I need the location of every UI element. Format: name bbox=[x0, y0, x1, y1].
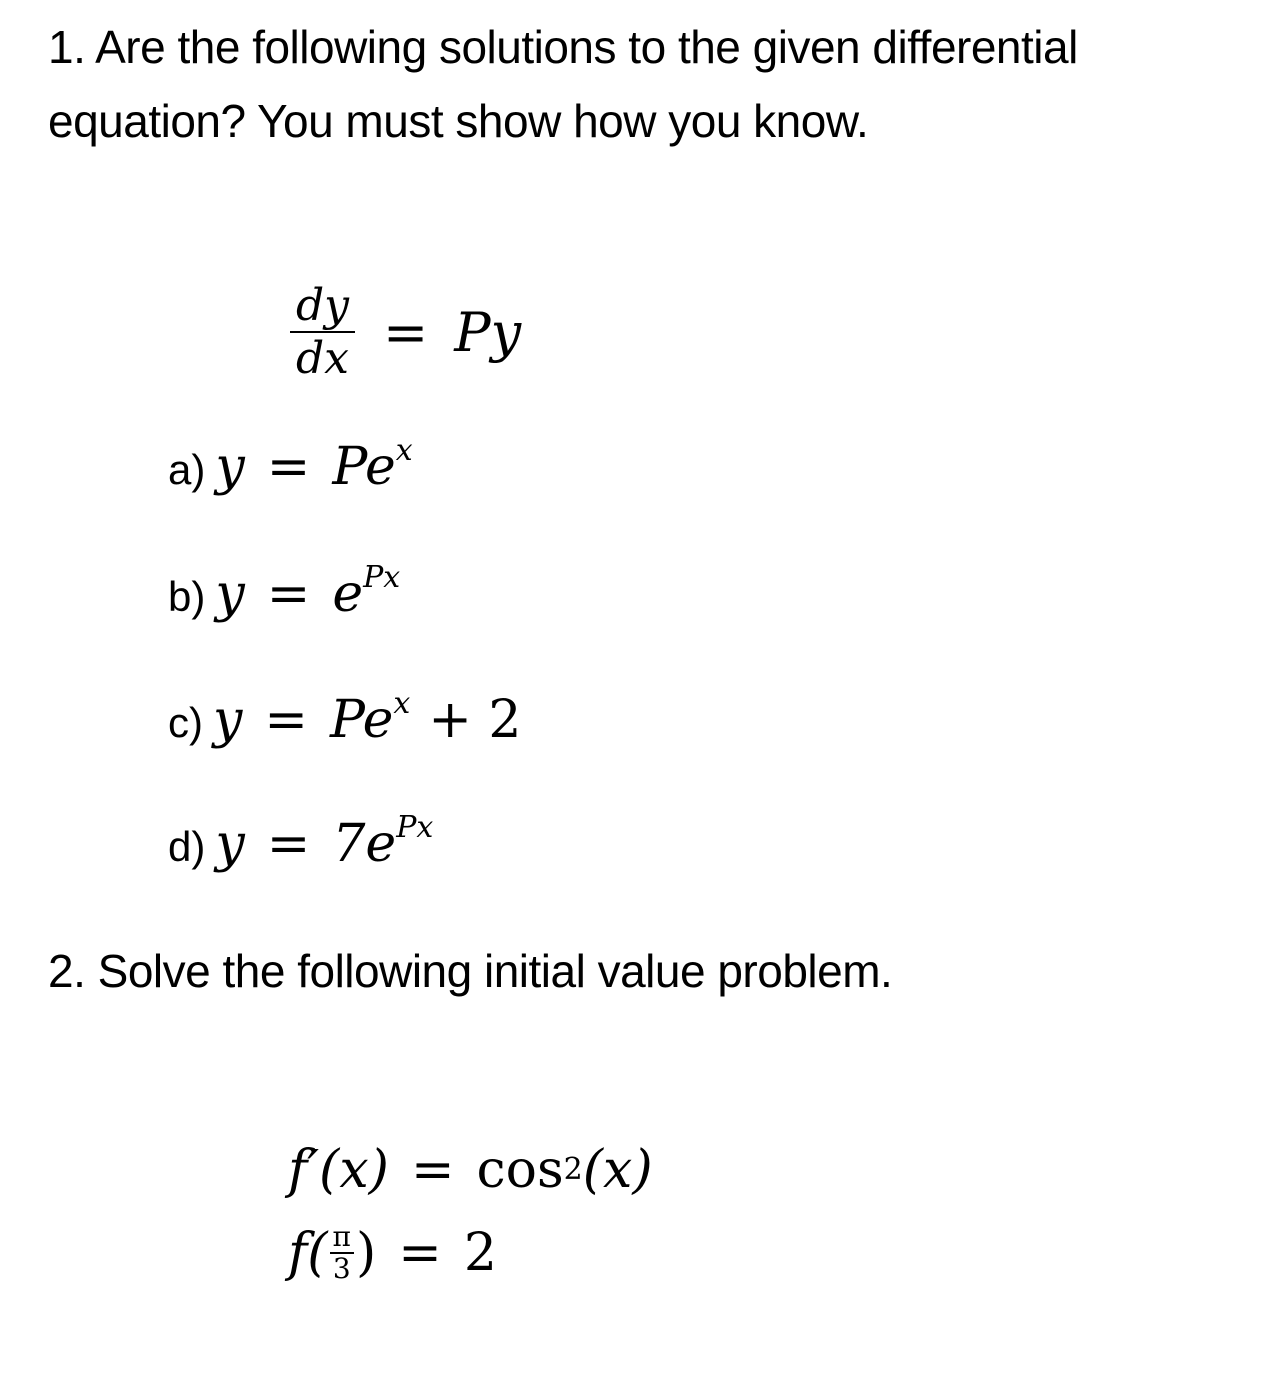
answer-exponent: x bbox=[393, 686, 411, 721]
fraction-numerator: dy bbox=[290, 280, 355, 333]
answer-base: 7e bbox=[332, 814, 397, 874]
answer-base: Pe bbox=[329, 690, 394, 750]
answer-d bbox=[168, 810, 434, 877]
answer-a bbox=[168, 433, 413, 500]
equals-sign: = bbox=[264, 690, 308, 750]
question-1-line-1: 1. Are the following solutions to the given differential bbox=[48, 21, 1078, 73]
answer-label: d) bbox=[168, 823, 206, 870]
answer-base: Pe bbox=[332, 437, 396, 497]
differential-equation bbox=[290, 280, 521, 384]
pi-over-three-fraction bbox=[330, 1222, 354, 1284]
answer-label: c) bbox=[168, 699, 203, 746]
fraction-denominator: dx bbox=[296, 333, 349, 384]
answer-label: a) bbox=[168, 446, 206, 493]
fraction-numerator: π bbox=[330, 1222, 354, 1254]
answer-b bbox=[168, 560, 401, 627]
answer-exponent: Px bbox=[396, 810, 434, 845]
initial-condition-value: 2 bbox=[463, 1223, 497, 1283]
equals-sign: = bbox=[398, 1223, 442, 1283]
fraction-denominator: 3 bbox=[332, 1252, 351, 1285]
ivp-derivative-equation: f′(x) = cos 2 (x) bbox=[288, 1140, 653, 1200]
answer-exponent: x bbox=[395, 433, 413, 468]
question-1-line-2: equation? You must show how you know. bbox=[48, 95, 869, 147]
answer-c bbox=[168, 686, 522, 753]
derivative-fraction bbox=[290, 280, 355, 384]
answer-label: b) bbox=[168, 573, 206, 620]
cosine-argument: (x) bbox=[582, 1140, 653, 1200]
equals-sign: = bbox=[383, 300, 429, 364]
equals-sign: = bbox=[410, 1140, 455, 1200]
equation-rhs: Py bbox=[454, 300, 522, 364]
initial-condition-function: f( bbox=[288, 1223, 328, 1283]
equals-sign: = bbox=[266, 814, 311, 874]
equals-sign: = bbox=[266, 437, 311, 497]
answer-lhs: y bbox=[215, 564, 245, 624]
answer-lhs: y bbox=[215, 814, 245, 874]
ivp-initial-condition bbox=[288, 1222, 497, 1284]
closing-paren: ) bbox=[355, 1223, 377, 1283]
cosine-function: cos bbox=[476, 1140, 564, 1200]
answer-lhs: y bbox=[213, 690, 243, 750]
answer-base: e bbox=[332, 564, 364, 624]
ivp-derivative-lhs: f′(x) bbox=[288, 1140, 389, 1200]
answer-lhs: y bbox=[215, 437, 245, 497]
answer-exponent: Px bbox=[363, 560, 401, 595]
equals-sign: = bbox=[266, 564, 311, 624]
question-2: 2. Solve the following initial value problem. bbox=[48, 945, 893, 997]
answer-tail: + 2 bbox=[428, 690, 522, 750]
